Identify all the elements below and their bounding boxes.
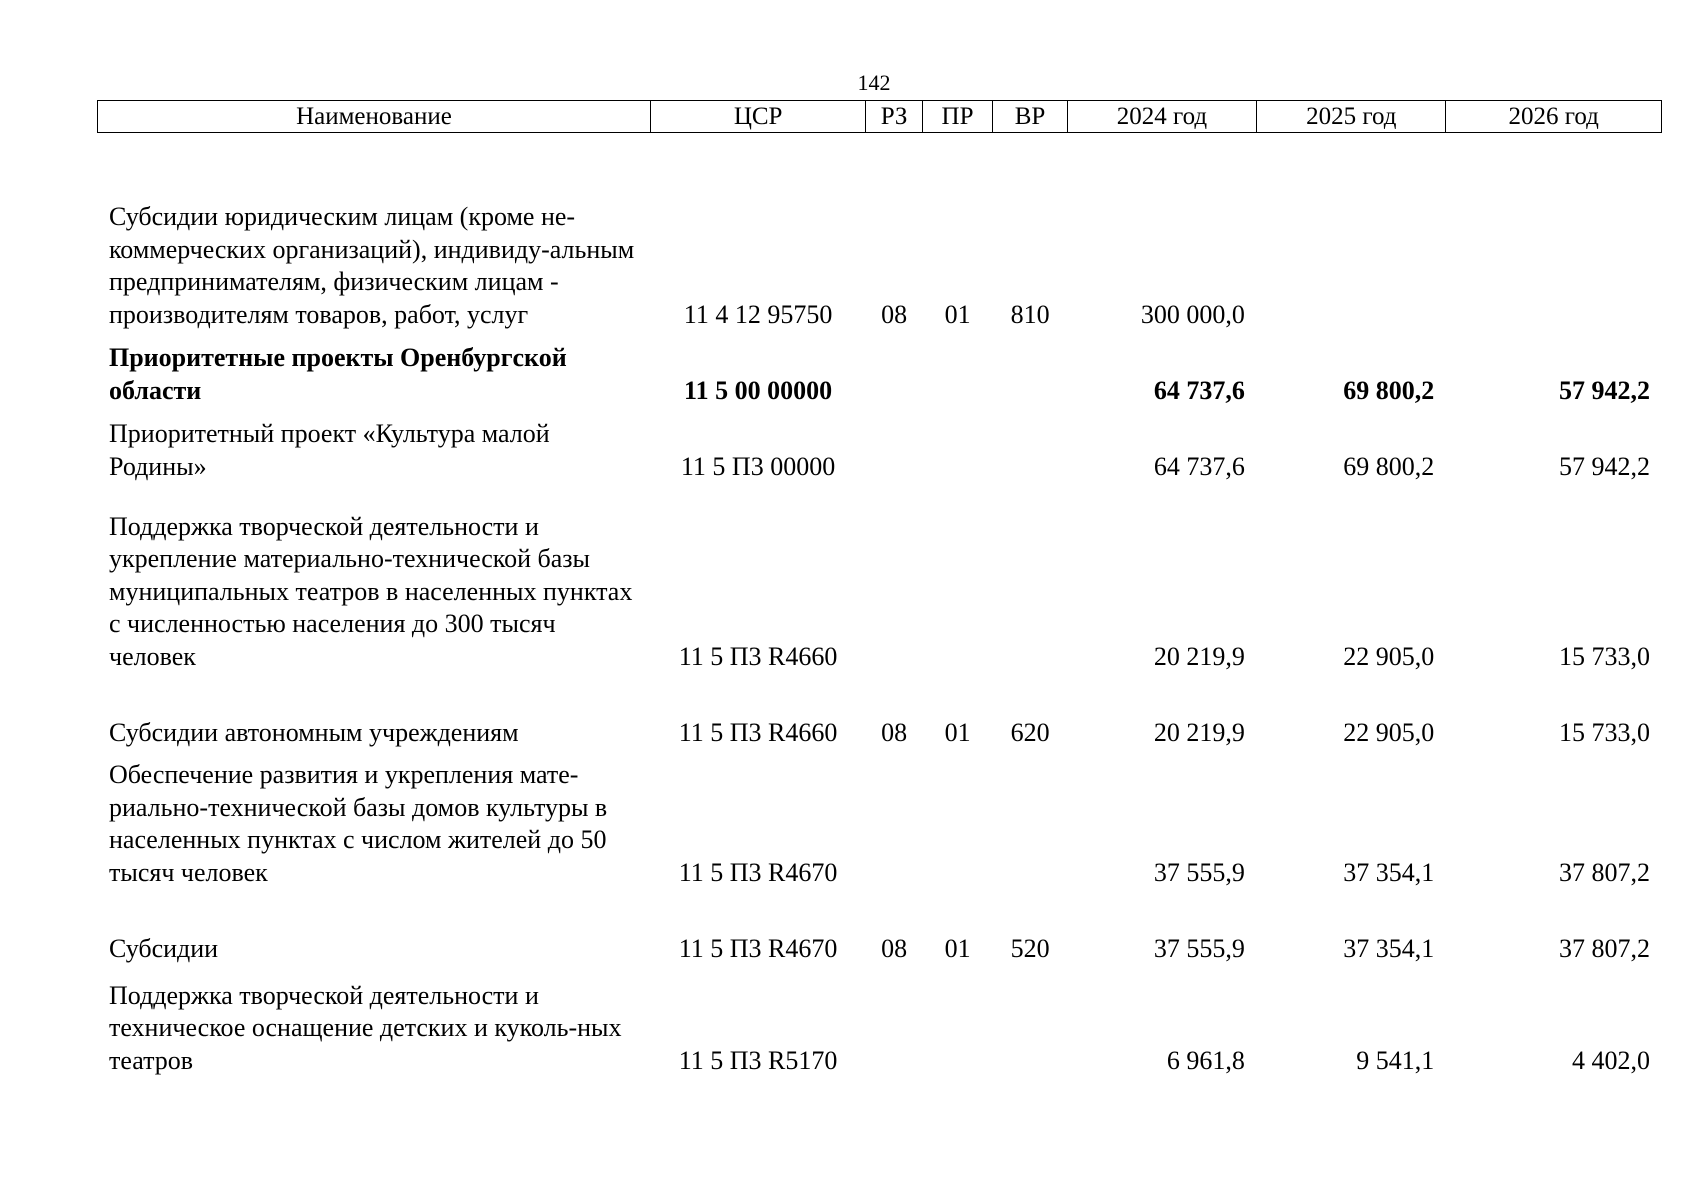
row-vr bbox=[993, 965, 1068, 1077]
row-vr bbox=[993, 483, 1068, 673]
row-name: Приоритетный проект «Культура малой Родины» bbox=[109, 419, 550, 481]
row-rz bbox=[866, 965, 922, 1077]
row-2026: 37 807,2 bbox=[1559, 857, 1650, 887]
row-rz: 08 bbox=[881, 933, 908, 963]
row-2025: 22 905,0 bbox=[1343, 641, 1435, 671]
table-row bbox=[97, 407, 1662, 483]
table-header bbox=[97, 100, 1662, 133]
row-2024: 64 737,6 bbox=[1153, 451, 1245, 481]
header-2024: 2024 год bbox=[1067, 101, 1256, 133]
table-row bbox=[97, 673, 1662, 749]
row-2025: 9 541,1 bbox=[1356, 1045, 1435, 1075]
table-row bbox=[97, 965, 1662, 1077]
row-pr bbox=[922, 407, 993, 483]
row-pr: 01 bbox=[944, 299, 971, 329]
row-2024: 300 000,0 bbox=[1140, 299, 1245, 329]
row-name: Обеспечение развития и укрепления мате-риально-технической базы домов культуры в населенных пунктах с числом жителей до 50 тысяч человек bbox=[109, 760, 608, 887]
row-rz bbox=[866, 331, 922, 407]
row-csr: 11 5 П3 R4670 bbox=[678, 857, 838, 887]
header-2026: 2026 год bbox=[1446, 101, 1662, 133]
row-name: Приоритетные проекты Оренбургской области bbox=[109, 343, 567, 405]
page-number: 142 bbox=[857, 70, 891, 95]
row-pr bbox=[922, 965, 993, 1077]
row-name: Субсидии bbox=[109, 933, 219, 963]
row-2025 bbox=[1257, 134, 1446, 331]
row-csr: 11 4 12 95750 bbox=[683, 299, 833, 329]
header-2025: 2025 год bbox=[1257, 101, 1446, 133]
row-2026: 15 733,0 bbox=[1559, 641, 1650, 671]
header-csr: ЦСР bbox=[650, 101, 866, 133]
row-csr: 11 5 П3 R5170 bbox=[678, 1045, 838, 1075]
table-row bbox=[97, 331, 1662, 407]
row-2024: 64 737,6 bbox=[1153, 375, 1245, 405]
row-vr bbox=[993, 749, 1068, 889]
budget-table bbox=[97, 134, 1662, 1077]
row-pr bbox=[922, 483, 993, 673]
row-csr: 11 5 П3 R4670 bbox=[678, 933, 838, 963]
row-vr: 620 bbox=[1010, 717, 1050, 747]
row-2026: 4 402,0 bbox=[1572, 1045, 1650, 1075]
row-2026: 57 942,2 bbox=[1559, 451, 1650, 481]
row-pr bbox=[922, 749, 993, 889]
row-2025: 37 354,1 bbox=[1343, 933, 1435, 963]
row-name: Поддержка творческой деятельности и техническое оснащение детских и куколь-ных театров bbox=[109, 980, 622, 1075]
row-2025: 69 800,2 bbox=[1343, 451, 1435, 481]
row-2024: 37 555,9 bbox=[1153, 933, 1245, 963]
row-2026 bbox=[1446, 134, 1662, 331]
row-vr bbox=[993, 331, 1068, 407]
row-2025: 22 905,0 bbox=[1343, 717, 1435, 747]
row-2024: 20 219,9 bbox=[1153, 641, 1245, 671]
row-name: Субсидии юридическим лицам (кроме не-коммерческих организаций), индивиду-альным предпринимателям, физическим лицам - производителям товаров, работ, услуг bbox=[109, 202, 635, 329]
row-2024: 37 555,9 bbox=[1153, 857, 1245, 887]
row-csr: 11 5 П3 R4660 bbox=[678, 641, 838, 671]
row-2026: 57 942,2 bbox=[1559, 375, 1650, 405]
table-row bbox=[97, 134, 1662, 331]
row-csr: 11 5 00 00000 bbox=[684, 375, 833, 405]
row-2026: 37 807,2 bbox=[1559, 933, 1650, 963]
header-rz: РЗ bbox=[866, 101, 922, 133]
row-rz bbox=[866, 483, 922, 673]
row-vr: 520 bbox=[1010, 933, 1050, 963]
table-row bbox=[97, 889, 1662, 965]
row-2024: 6 961,8 bbox=[1166, 1045, 1245, 1075]
row-vr bbox=[993, 407, 1068, 483]
row-2024: 20 219,9 bbox=[1153, 717, 1245, 747]
row-rz bbox=[866, 749, 922, 889]
row-csr: 11 5 П3 R4660 bbox=[678, 717, 838, 747]
table-row bbox=[97, 483, 1662, 673]
row-rz: 08 bbox=[881, 717, 908, 747]
row-pr bbox=[922, 331, 993, 407]
row-rz bbox=[866, 407, 922, 483]
header-pr: ПР bbox=[922, 101, 992, 133]
row-2026: 15 733,0 bbox=[1559, 717, 1650, 747]
row-csr: 11 5 П3 00000 bbox=[680, 451, 836, 481]
row-name: Поддержка творческой деятельности и укрепление материально-технической базы муниципальных театров в населенных пунктах с численностью населения до 300 тысяч человек bbox=[109, 511, 633, 671]
row-2025: 37 354,1 bbox=[1343, 857, 1435, 887]
header-name: Наименование bbox=[98, 101, 651, 133]
table-row bbox=[97, 749, 1662, 889]
header-vr: ВР bbox=[993, 101, 1068, 133]
row-name: Субсидии автономным учреждениям bbox=[109, 717, 519, 747]
row-pr: 01 bbox=[944, 717, 971, 747]
row-vr: 810 bbox=[1010, 299, 1050, 329]
row-pr: 01 bbox=[944, 933, 971, 963]
row-rz: 08 bbox=[881, 299, 908, 329]
row-2025: 69 800,2 bbox=[1343, 375, 1435, 405]
